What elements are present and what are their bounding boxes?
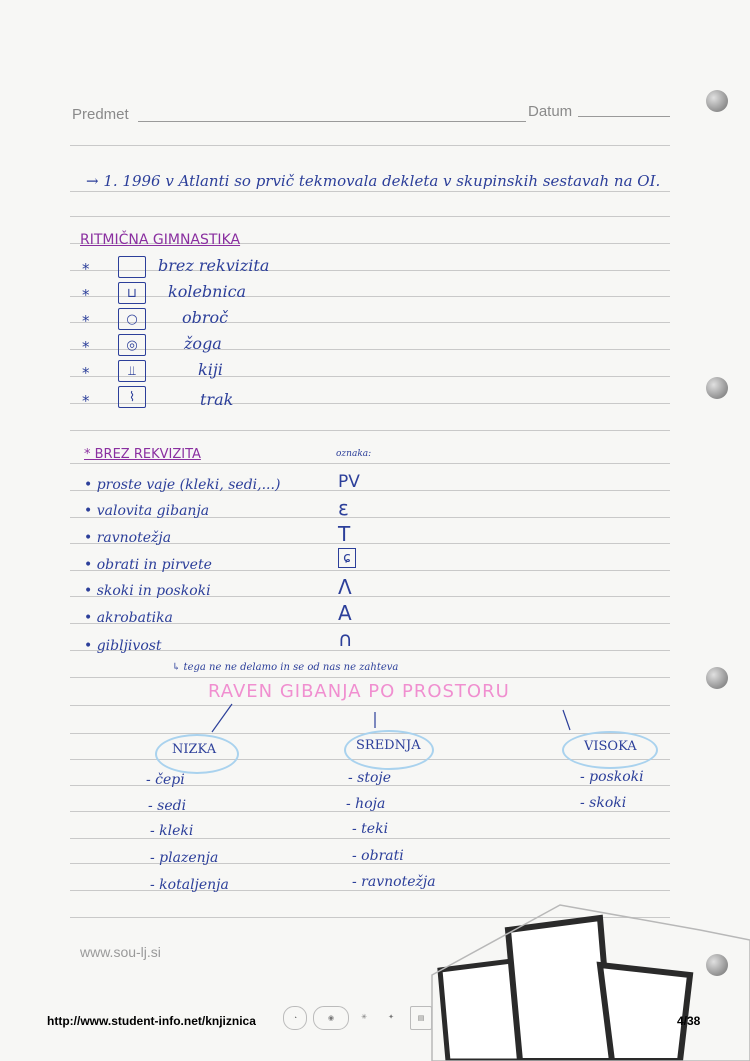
element-label: • skoki in poskoki xyxy=(84,583,211,599)
element-label: • ravnotežja xyxy=(84,530,172,546)
sponsor-logo: ✦ xyxy=(388,1014,394,1021)
apparatus-label: trak xyxy=(200,390,234,409)
section-title: RAVEN GIBANJA PO PROSTORU xyxy=(208,681,510,702)
apparatus-label: obroč xyxy=(182,308,229,327)
intro-note: → 1. 1996 v Atlanti so prvič tekmovala dekleta v skupinskih sestavah na OI. xyxy=(86,172,661,190)
movement-item: - obrati xyxy=(352,848,404,864)
element-symbol: Λ xyxy=(338,575,352,599)
element-label: • obrati in pirvete xyxy=(84,557,212,573)
bullet-star: * xyxy=(82,286,90,304)
bullet-star: * xyxy=(82,392,90,410)
apparatus-label: kiji xyxy=(198,360,223,379)
section-title: * BREZ REKVIZITA xyxy=(84,447,201,462)
movement-item: - ravnotežja xyxy=(352,874,436,890)
apparatus-label: žoga xyxy=(184,334,222,353)
building-shape xyxy=(508,918,612,1061)
element-label: • akrobatika xyxy=(84,610,173,626)
ball-icon: ◎ xyxy=(118,334,146,356)
element-symbol: T xyxy=(338,522,351,546)
section-title: RITMIČNA GIMNASTIKA xyxy=(80,232,241,248)
apparatus-label: kolebnica xyxy=(168,282,247,301)
movement-item: - stoje xyxy=(348,770,392,786)
element-symbol: ∩ xyxy=(338,627,353,651)
bullet-star: * xyxy=(82,260,90,278)
movement-item: - sedi xyxy=(148,798,187,814)
bullet-star: * xyxy=(82,312,90,330)
element-label: • gibljivost xyxy=(84,638,162,654)
level-heading: NIZKA xyxy=(172,742,217,757)
sponsor-logo: ▤ xyxy=(410,1006,432,1030)
element-symbol: PV xyxy=(338,472,360,492)
hoop-icon: ○ xyxy=(118,308,146,330)
movement-item: - skoki xyxy=(580,795,627,811)
movement-item: - teki xyxy=(352,821,389,837)
element-symbol: ɕ xyxy=(338,548,356,568)
element-symbol: A xyxy=(338,601,352,625)
symbols-header: oznaka: xyxy=(336,449,372,459)
movement-item: - hoja xyxy=(346,796,386,812)
sponsor-logo: ✳ xyxy=(361,1014,367,1021)
movement-item: - čepi xyxy=(146,772,185,788)
clubs-icon: ⫫ xyxy=(118,360,146,382)
element-symbol: ε xyxy=(338,496,349,520)
footer-url-link[interactable]: http://www.student-info.net/knjiznica xyxy=(47,1014,256,1028)
ribbon-icon: ⌇ xyxy=(118,386,146,408)
note: ↳ tega ne ne delamo in se od nas ne zahteva xyxy=(172,662,399,673)
bullet-star: * xyxy=(82,364,90,382)
building-shape xyxy=(600,965,690,1061)
movement-item: - kotaljenja xyxy=(150,877,229,893)
element-label: • proste vaje (kleki, sedi,...) xyxy=(84,477,281,493)
apparatus-label: brez rekvizita xyxy=(158,256,270,275)
rope-icon: ⊔ xyxy=(118,282,146,304)
level-heading: VISOKA xyxy=(584,739,637,754)
bullet-star: * xyxy=(82,338,90,356)
level-heading: SREDNJA xyxy=(356,738,421,753)
movement-item: - kleki xyxy=(150,823,194,839)
page-number: 4/38 xyxy=(677,1014,701,1028)
movement-item: - poskoki xyxy=(580,769,644,785)
sponsor-logo: ◉ xyxy=(313,1006,349,1030)
element-label: • valovita gibanja xyxy=(84,503,210,519)
sponsor-logo: ◔ xyxy=(283,1006,307,1030)
movement-item: - plazenja xyxy=(150,850,219,866)
date-label: Datum xyxy=(528,103,573,120)
website-label: www.sou-lj.si xyxy=(80,944,161,960)
subject-label: Predmet xyxy=(72,106,129,123)
